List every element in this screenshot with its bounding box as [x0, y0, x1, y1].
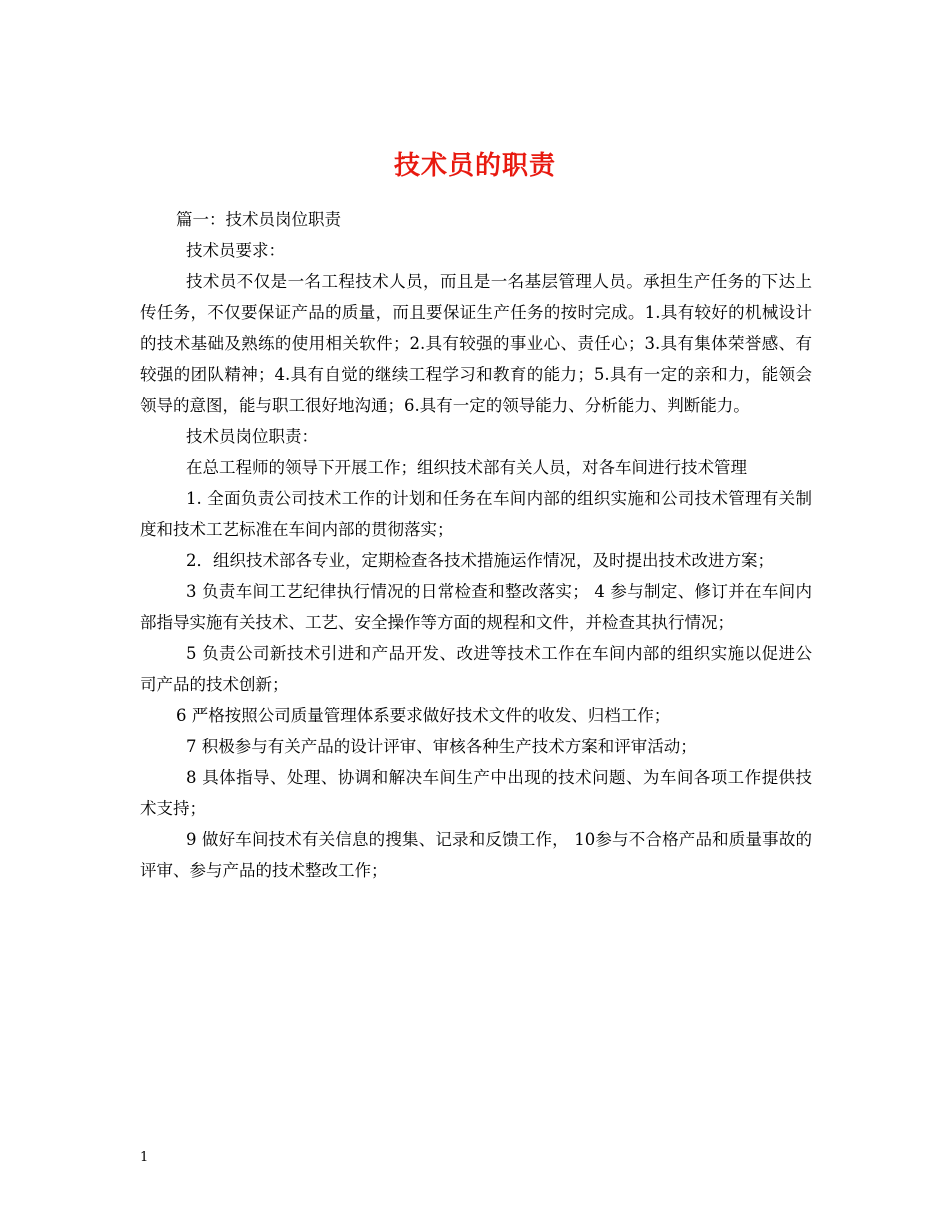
- duty-item-2: 2．组织技术部各专业，定期检查各技术措施运作情况，及时提出技术改进方案；: [186, 551, 774, 570]
- document-title: 技术员的职责: [393, 151, 556, 182]
- duty-item-9-10: 9 做好车间技术有关信息的搜集、记录和反馈工作， 10参与不合格产品和质量事故的评审、参与产品的技术整改工作；: [140, 830, 812, 880]
- duty-item-3-4: 3 负责车间工艺纪律执行情况的日常检查和整改落实； 4 参与制定、修订并在车间内部指导实施有关技术、工艺、安全操作等方面的规程和文件，并检查其执行情况；: [140, 582, 812, 632]
- duty-item-8: 8 具体指导、处理、协调和解决车间生产中出现的技术问题、为车间各项工作提供技术支持；: [140, 768, 812, 818]
- paragraph-duties-intro: 在总工程师的领导下开展工作；组织技术部有关人员，对各车间进行技术管理: [186, 458, 747, 477]
- page-number: 1: [140, 1150, 149, 1165]
- section-heading: 篇一：技术员岗位职责: [176, 210, 341, 229]
- paragraph-requirements-heading: 技术员要求：: [186, 241, 285, 260]
- duty-item-5: 5 负责公司新技术引进和产品开发、改进等技术工作在车间内部的组织实施以促进公司产品的技术创新；: [140, 644, 812, 694]
- duty-item-1: 1. 全面负责公司技术工作的计划和任务在车间内部的组织实施和公司技术管理有关制度和技术工艺标准在车间内部的贯彻落实；: [140, 489, 812, 539]
- paragraph-requirements-body: 技术员不仅是一名工程技术人员，而且是一名基层管理人员。承担生产任务的下达上传任务，不仅要保证产品的质量，而且要保证生产任务的按时完成。1.具有较好的机械设计的技术基础及熟练的使用相关软件；2.具有较强的事业心、责任心；3.具有集体荣誉感、有较强的团队精神；4.具有自觉的继续工程学习和教育的能力；5.具有一定的亲和力，能领会领导的意图，能与职工很好地沟通；6.具有一定的领导能力、分析能力、判断能力。: [140, 272, 812, 415]
- document-body: [140, 204, 812, 886]
- duty-item-7: 7 积极参与有关产品的设计评审、审核各种生产技术方案和评审活动；: [186, 737, 697, 756]
- paragraph-duties-heading: 技术员岗位职责：: [186, 427, 318, 446]
- duty-item-6: 6 严格按照公司质量管理体系要求做好技术文件的收发、归档工作；: [176, 706, 671, 725]
